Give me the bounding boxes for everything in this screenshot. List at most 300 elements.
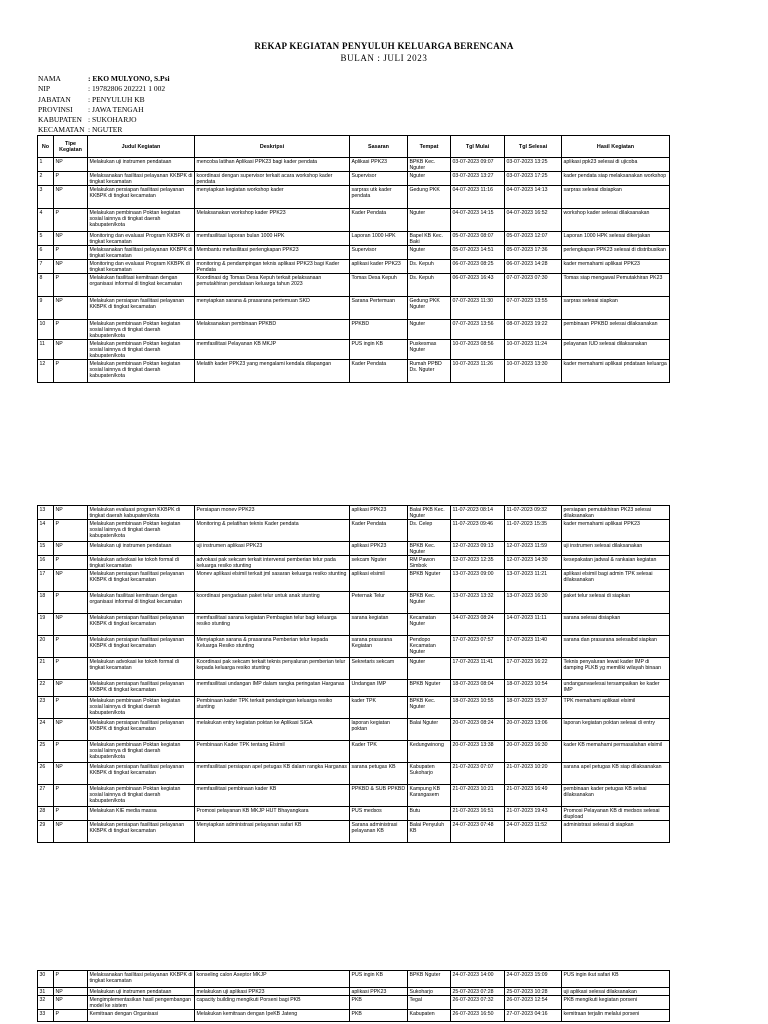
- cell-end: 20-07-2023 16:30: [505, 741, 562, 763]
- cell-description: Persiapan monev PPK23: [195, 506, 350, 520]
- cell-type: NP: [54, 340, 88, 360]
- cell-no: 3: [38, 186, 54, 209]
- cell-description: Pembinaan Kader TPK tentang Elsimil: [195, 741, 350, 763]
- cell-target: PPKBD: [350, 320, 408, 340]
- cell-no: 21: [38, 658, 54, 680]
- cell-start: 24-07-2023 07:48: [451, 821, 505, 843]
- cell-target: Sekretaris sekcam: [350, 658, 408, 680]
- cell-end: 11-07-2023 09:32: [505, 506, 562, 520]
- cell-title: Melakukan pembinaan Poktan kegiatan sosial lainnya di tingkat daerah kabupaten/kota: [88, 785, 195, 807]
- table-row: [38, 297, 670, 320]
- cell-type: P: [54, 209, 88, 232]
- cell-type: NP: [54, 570, 88, 592]
- info-label: KECAMATAN: [38, 125, 85, 135]
- cell-result: PUS ingin ikut safari KB: [562, 971, 670, 988]
- cell-target: Sarana Pertemuan: [350, 297, 408, 320]
- column-header-start: Tgl Mulai: [451, 136, 505, 158]
- cell-description: melakukan entry kegiatan poktan ke Aplikasi SIGA: [195, 719, 350, 741]
- cell-place: Ds. Kepuh: [408, 274, 451, 297]
- column-header-end: Tgl Selesai: [505, 136, 562, 158]
- cell-result: Teknis penyaluran lewat kader IMP di damping PLKB yg memiliki wilayah binaan: [562, 658, 670, 680]
- info-value: : SUKOHARJO: [88, 115, 137, 125]
- cell-place: Nguter: [408, 209, 451, 232]
- cell-title: Melakukan pembinaan Poktan kegiatan sosial lainnya di tingkat daerah kabupaten/kota: [88, 741, 195, 763]
- cell-target: aplikasi kader PPK23: [350, 260, 408, 274]
- info-row: [38, 105, 170, 115]
- cell-place: Rumah PPBD Ds. Nguter: [408, 360, 451, 383]
- activity-table-page-1: [37, 135, 670, 383]
- cell-place: Gedung PKK: [408, 186, 451, 209]
- report-month: BULAN : JULI 2023: [340, 53, 428, 63]
- cell-result: Tomas siap mengawal Pemutakhiran PK23: [562, 274, 670, 297]
- cell-target: sarana petugas KB: [350, 763, 408, 785]
- table-row: [38, 556, 670, 570]
- cell-type: NP: [54, 719, 88, 741]
- cell-place: Balai Penyuluh KB: [408, 821, 451, 843]
- cell-start: 13-07-2023 09:00: [451, 570, 505, 592]
- cell-result: kemitraan terjalin melalui porseni: [562, 1010, 670, 1022]
- cell-description: Promosi pelayanan KB MKJP HUT Bhayangkara: [195, 807, 350, 821]
- cell-place: RM Pawon Simbok: [408, 556, 451, 570]
- cell-start: 20-07-2023 13:38: [451, 741, 505, 763]
- cell-title: Melakukan fasilitasi kemitraan dengan organisasi informal di tingkat kecamatan: [88, 592, 195, 614]
- cell-start: 21-07-2023 16:51: [451, 807, 505, 821]
- cell-start: 21-07-2023 10:21: [451, 785, 505, 807]
- cell-place: Nguter: [408, 658, 451, 680]
- cell-description: Melatih kader PPK23 yang mengalami kendala dilapangan: [195, 360, 350, 383]
- cell-end: 14-07-2023 11:11: [505, 614, 562, 636]
- table-row: [38, 570, 670, 592]
- cell-result: sarana apel petugas KB siap dilaksanakan: [562, 763, 670, 785]
- cell-description: mencoba latihan Aplikasi PPK23 bagi kader pendata: [195, 158, 350, 172]
- cell-start: 26-07-2023 16:50: [451, 1010, 505, 1022]
- cell-title: Mengimplementasikan hasil pengembangan model ke sistem: [88, 996, 195, 1010]
- cell-place: Nguter: [408, 320, 451, 340]
- table-row: [38, 360, 670, 383]
- cell-no: 2: [38, 172, 54, 186]
- cell-type: NP: [54, 158, 88, 172]
- cell-description: uji instrumen aplikasi PPK23: [195, 542, 350, 556]
- cell-target: PPKBD & SUB PPKBD: [350, 785, 408, 807]
- table-row: [38, 697, 670, 719]
- cell-end: 07-07-2023 13:55: [505, 297, 562, 320]
- cell-result: pembinaan PPKBD selesai dilaksanakan: [562, 320, 670, 340]
- cell-description: capacity building mengikuti Porseni bagi PKB: [195, 996, 350, 1010]
- cell-result: workshop kader selesai dilaksanakan: [562, 209, 670, 232]
- cell-type: P: [54, 636, 88, 658]
- cell-start: 21-07-2023 07:07: [451, 763, 505, 785]
- cell-place: Bapel KB Kec. Baki: [408, 232, 451, 246]
- cell-end: 11-07-2023 15:35: [505, 520, 562, 542]
- cell-end: 21-07-2023 16:49: [505, 785, 562, 807]
- cell-result: sarana dan prasarana selesaibd siapkan: [562, 636, 670, 658]
- cell-title: Melakukan KIE media massa: [88, 807, 195, 821]
- table-row: [38, 506, 670, 520]
- cell-title: Melakukan advokasi ke tokoh formal di tingkat kecamatan: [88, 556, 195, 570]
- table-row: [38, 636, 670, 658]
- cell-result: aplikasi ppk23 selesai di ujicoba: [562, 158, 670, 172]
- cell-end: 10-07-2023 11:24: [505, 340, 562, 360]
- cell-type: NP: [54, 186, 88, 209]
- table-row: [38, 320, 670, 340]
- cell-description: menyiapkan sarana & prasarana pertemuan SKD: [195, 297, 350, 320]
- cell-result: perlengkapan PPK23 selesai di distribusikan: [562, 246, 670, 260]
- cell-end: 26-07-2023 12:54: [505, 996, 562, 1010]
- cell-start: 03-07-2023 09:07: [451, 158, 505, 172]
- cell-no: 23: [38, 697, 54, 719]
- cell-no: 5: [38, 232, 54, 246]
- cell-title: Kemitraan dengan Organisasi: [88, 1010, 195, 1022]
- cell-end: 10-07-2023 13:30: [505, 360, 562, 383]
- activity-table-page-2: [37, 505, 670, 843]
- cell-title: Monitoring dan evaluasi Program KKBPK di tingkat kecamatan: [88, 232, 195, 246]
- cell-target: laporan kegiatan poktan: [350, 719, 408, 741]
- cell-place: Kabupaten Sukoharjo: [408, 763, 451, 785]
- cell-description: menyiapkan kegiatan workshop kader: [195, 186, 350, 209]
- cell-description: Koordinasi pak sekcam terkait teknis penyaluran pemberian telur kepada keluarga resiko stunting: [195, 658, 350, 680]
- table-row: [38, 246, 670, 260]
- cell-description: Menyiapkan administrasi pelayanan safari KB: [195, 821, 350, 843]
- cell-title: Melakukan pembinaan Poktan kegiatan sosial lainnya di tingkat daerah kabupaten/kota: [88, 697, 195, 719]
- cell-target: sarpras utk kader pendata: [350, 186, 408, 209]
- cell-place: Butu: [408, 807, 451, 821]
- column-header-no: No: [38, 136, 54, 158]
- cell-no: 6: [38, 246, 54, 260]
- cell-end: 18-07-2023 10:54: [505, 680, 562, 697]
- cell-target: sekcam Nguter: [350, 556, 408, 570]
- table-row: [38, 821, 670, 843]
- cell-title: Melakukan persiapan fasilitasi pelayanan KKBPK di tingkat kecamatan: [88, 821, 195, 843]
- cell-target: aplikasi PPK23: [350, 506, 408, 520]
- cell-description: advokasi pak sekcam terkait intervensi pemberian telur pada keluarga resiko stunting: [195, 556, 350, 570]
- cell-start: 10-07-2023 08:56: [451, 340, 505, 360]
- cell-title: Melaksanakan fasilitasi pelayanan KKBPK di tingkat kecamatan: [88, 172, 195, 186]
- cell-start: 12-07-2023 09:13: [451, 542, 505, 556]
- cell-description: koordinasi dengan supervisor terkait acara workshop kader pendata: [195, 172, 350, 186]
- cell-end: 17-07-2023 11:40: [505, 636, 562, 658]
- cell-title: Melakukan persiapan fasilitasi pelayanan KKBPK di tingkat kecamatan: [88, 636, 195, 658]
- cell-type: P: [54, 360, 88, 383]
- cell-description: memfasilitasi Pelayanan KB MKJP: [195, 340, 350, 360]
- table-row: [38, 763, 670, 785]
- cell-end: 04-07-2023 16:52: [505, 209, 562, 232]
- cell-result: uji aplikasi selesai dilaksanakan: [562, 988, 670, 996]
- cell-type: NP: [54, 680, 88, 697]
- cell-no: 1: [38, 158, 54, 172]
- cell-place: BPKB Nguter: [408, 971, 451, 988]
- cell-end: 12-07-2023 14:30: [505, 556, 562, 570]
- table-row: [38, 971, 670, 988]
- cell-no: 4: [38, 209, 54, 232]
- cell-start: 17-07-2023 07:57: [451, 636, 505, 658]
- cell-start: 04-07-2023 14:15: [451, 209, 505, 232]
- cell-target: Supervisor: [350, 172, 408, 186]
- cell-type: NP: [54, 988, 88, 996]
- cell-target: aplikasi elsimil: [350, 570, 408, 592]
- cell-no: 12: [38, 360, 54, 383]
- cell-target: PUS medsos: [350, 807, 408, 821]
- cell-description: Monev aplikasi elsimil terkait jml sasaran keluarga resiko stunting: [195, 570, 350, 592]
- cell-description: Pembinaan kader TPK terkait pendapingan keluarga resiko stunting: [195, 697, 350, 719]
- cell-description: memfasilitasi sarana kegiatan Pembagian telur bagi keluarga resiko stunting: [195, 614, 350, 636]
- cell-start: 07-07-2023 11:30: [451, 297, 505, 320]
- cell-type: P: [54, 785, 88, 807]
- cell-title: Melakukan pembinaan Poktan kegiatan sosial lainnya di tingkat daerah kabupaten/kota: [88, 209, 195, 232]
- cell-description: Melaksanakan pembinaan PPKBD: [195, 320, 350, 340]
- cell-result: undanganvaelesai tersampaikan ke kader IMP: [562, 680, 670, 697]
- cell-no: 28: [38, 807, 54, 821]
- cell-type: NP: [54, 763, 88, 785]
- cell-no: 16: [38, 556, 54, 570]
- cell-start: 18-07-2023 08:04: [451, 680, 505, 697]
- cell-no: 20: [38, 636, 54, 658]
- cell-type: P: [54, 246, 88, 260]
- table-row: [38, 542, 670, 556]
- cell-target: sarana kegiatan: [350, 614, 408, 636]
- table-row: [38, 614, 670, 636]
- cell-result: sarpras selesai siapkan: [562, 297, 670, 320]
- cell-start: 25-07-2023 07:28: [451, 988, 505, 996]
- cell-type: P: [54, 697, 88, 719]
- table-row: [38, 719, 670, 741]
- column-header-place: Tempat: [408, 136, 451, 158]
- cell-result: persiapan pemutakhiran PK23 selesai dilaksanakan: [562, 506, 670, 520]
- cell-type: NP: [54, 542, 88, 556]
- cell-target: PUS ingin KB: [350, 971, 408, 988]
- table-row: [38, 680, 670, 697]
- cell-place: BPKB Kec. Nguter: [408, 158, 451, 172]
- cell-no: 17: [38, 570, 54, 592]
- cell-title: Melakukan uji instrumen pendataan: [88, 542, 195, 556]
- table-row: [38, 172, 670, 186]
- cell-place: Kedungwinong: [408, 741, 451, 763]
- info-label: KABUPATEN: [38, 115, 82, 125]
- cell-start: 26-07-2023 07:32: [451, 996, 505, 1010]
- cell-place: Ds. Kepuh: [408, 260, 451, 274]
- cell-description: Monitoring & pelatihan teknis Kader pendata: [195, 520, 350, 542]
- cell-start: 13-07-2023 13:32: [451, 592, 505, 614]
- cell-target: Laporan 1000 HPK: [350, 232, 408, 246]
- table-row: [38, 520, 670, 542]
- cell-title: Melakukan uji instrumen pendataan: [88, 988, 195, 996]
- cell-no: 13: [38, 506, 54, 520]
- cell-description: memfasilitasi laporan bulan 1000 HPK: [195, 232, 350, 246]
- cell-type: P: [54, 1010, 88, 1022]
- cell-description: monitoring & pendampingan teknis aplikasi PPK23 bagi Kader Pendata: [195, 260, 350, 274]
- cell-place: Kecamatan Nguter: [408, 614, 451, 636]
- cell-end: 20-07-2023 13:06: [505, 719, 562, 741]
- cell-target: Kader Pendata: [350, 209, 408, 232]
- cell-target: sarana prasarana Kegiatan: [350, 636, 408, 658]
- cell-target: PUS ingin KB: [350, 340, 408, 360]
- cell-end: 08-07-2023 19:22: [505, 320, 562, 340]
- table-row: [38, 996, 670, 1010]
- table-row: [38, 158, 670, 172]
- table-row: [38, 785, 670, 807]
- cell-start: 14-07-2023 08:24: [451, 614, 505, 636]
- activity-table-page-3: [37, 970, 670, 1022]
- cell-result: uji instrumen selesai dilaksanakan: [562, 542, 670, 556]
- cell-place: Sukoharjo: [408, 988, 451, 996]
- table-row: [38, 274, 670, 297]
- cell-end: 25-07-2023 10:28: [505, 988, 562, 996]
- cell-start: 24-07-2023 14:00: [451, 971, 505, 988]
- cell-type: NP: [54, 232, 88, 246]
- cell-target: Kader Pendata: [350, 520, 408, 542]
- info-row: [38, 115, 170, 125]
- cell-no: 19: [38, 614, 54, 636]
- info-row: [38, 95, 170, 105]
- cell-place: BPKB Nguter: [408, 570, 451, 592]
- cell-type: P: [54, 592, 88, 614]
- cell-title: Melakukan advokasi ke tokoh formal di tingkat kecamatan: [88, 658, 195, 680]
- cell-end: 04-07-2023 14:13: [505, 186, 562, 209]
- cell-place: Kabupaten: [408, 1010, 451, 1022]
- cell-no: 10: [38, 320, 54, 340]
- cell-no: 26: [38, 763, 54, 785]
- cell-target: Tomas Desa Kepuh: [350, 274, 408, 297]
- cell-result: kader memahami aplikasi pndataan keluarga: [562, 360, 670, 383]
- cell-title: Melakukan persiapan fasilitasi pelayanan KKBPK di tingkat kecamatan: [88, 680, 195, 697]
- cell-title: Melakukan persiapan fasilitasi pelayanan KKBPK di tingkat kecamatan: [88, 719, 195, 741]
- cell-title: Melakukan pembinaan Poktan kegiatan sosial lainnya di tingkat daerah kabupaten/kota: [88, 320, 195, 340]
- cell-title: Melakukan pembinaan Poktan kegiatan sosial lainnya di tingkat daerah kabupaten/kota: [88, 520, 195, 542]
- cell-target: Kader Pendata: [350, 360, 408, 383]
- cell-start: 06-07-2023 16:43: [451, 274, 505, 297]
- table-row: [38, 807, 670, 821]
- cell-result: pelayanan IUD selesai dilaksanakan: [562, 340, 670, 360]
- cell-start: 05-07-2023 14:51: [451, 246, 505, 260]
- cell-target: Aplikasi PPK23: [350, 158, 408, 172]
- cell-no: 32: [38, 996, 54, 1010]
- cell-description: Membantu mefasilitasi perlengkapan PPK23: [195, 246, 350, 260]
- cell-target: Supervisor: [350, 246, 408, 260]
- cell-end: 03-07-2023 17:25: [505, 172, 562, 186]
- table-row: [38, 658, 670, 680]
- table-row: [38, 340, 670, 360]
- cell-no: 14: [38, 520, 54, 542]
- info-label: NIP: [38, 84, 51, 94]
- cell-type: NP: [54, 260, 88, 274]
- cell-end: 13-07-2023 11:21: [505, 570, 562, 592]
- officer-info: [38, 74, 170, 136]
- cell-start: 04-07-2023 11:16: [451, 186, 505, 209]
- info-value: : NGUTER: [88, 125, 123, 135]
- cell-type: P: [54, 172, 88, 186]
- table-row: [38, 741, 670, 763]
- table-row: [38, 592, 670, 614]
- cell-start: 12-07-2023 12:35: [451, 556, 505, 570]
- cell-title: Melakukan persiapan fasilitasi pelayanan KKBPK di tingkat kecamatan: [88, 570, 195, 592]
- cell-type: P: [54, 658, 88, 680]
- cell-result: administrasi selesai di siapkan: [562, 821, 670, 843]
- cell-description: Melakukan kemitraan dengan IpeKB Jateng: [195, 1010, 350, 1022]
- info-row: [38, 84, 170, 94]
- column-header-type: Tipe Kegiatan: [54, 136, 88, 158]
- table-row: [38, 209, 670, 232]
- cell-result: kader memahami aplikasi PPK23: [562, 260, 670, 274]
- column-header-target: Sasaran: [350, 136, 408, 158]
- cell-target: Undangan IMP: [350, 680, 408, 697]
- cell-no: 8: [38, 274, 54, 297]
- info-value: : 19782806 202221 1 002: [88, 84, 166, 94]
- cell-start: 10-07-2023 11:26: [451, 360, 505, 383]
- cell-end: 12-07-2023 11:59: [505, 542, 562, 556]
- cell-end: 05-07-2023 17:36: [505, 246, 562, 260]
- info-label: PROVINSI: [38, 104, 73, 114]
- cell-result: sarpras selesai disiapkan: [562, 186, 670, 209]
- cell-title: Melakukan persiapan fasilitasi pelayanan KKBPK di tingkat kecamatan: [88, 763, 195, 785]
- cell-target: PKB: [350, 1010, 408, 1022]
- cell-start: 11-07-2023 08:14: [451, 506, 505, 520]
- cell-target: PKB: [350, 996, 408, 1010]
- cell-result: pembinaan kader petugas KB selsai dilaksanakan: [562, 785, 670, 807]
- cell-target: aplikasi PPK23: [350, 988, 408, 996]
- cell-end: 03-07-2023 13:25: [505, 158, 562, 172]
- cell-start: 03-07-2023 13:27: [451, 172, 505, 186]
- cell-type: P: [54, 274, 88, 297]
- cell-type: NP: [54, 996, 88, 1010]
- cell-result: sarana selesai disiapkan: [562, 614, 670, 636]
- table-row: [38, 1010, 670, 1022]
- cell-description: koordinasi pengadaan paket telur untuk anak stunting: [195, 592, 350, 614]
- cell-start: 20-07-2023 08:24: [451, 719, 505, 741]
- cell-end: 06-07-2023 14:28: [505, 260, 562, 274]
- cell-title: Monitoring dan evaluasi Program KKBPK di tingkat kecamatan: [88, 260, 195, 274]
- cell-target: aplikasi PPK23: [350, 542, 408, 556]
- cell-no: 11: [38, 340, 54, 360]
- cell-type: P: [54, 741, 88, 763]
- cell-place: Kampung KB Karangasem: [408, 785, 451, 807]
- column-header-description: Deskripsi: [195, 136, 350, 158]
- cell-start: 05-07-2023 08:07: [451, 232, 505, 246]
- cell-result: laporan kegiatan poktan selesai di entry: [562, 719, 670, 741]
- cell-no: 9: [38, 297, 54, 320]
- cell-description: melakukan uji aplikasi PPK23: [195, 988, 350, 996]
- cell-title: Melaksanakan fasilitasi pelayanan KKBPK di tingkat kecamatan: [88, 971, 195, 988]
- cell-no: 22: [38, 680, 54, 697]
- cell-type: P: [54, 971, 88, 988]
- cell-title: Melakukan fasilitasi kemitraan dengan organisasi informal di tingkat kecamatan: [88, 274, 195, 297]
- cell-description: memfasilitasi persiapan apel petugas KB dalam rangka Harganas: [195, 763, 350, 785]
- cell-target: Kader TPK: [350, 741, 408, 763]
- cell-result: kader memahami aplikasi PPK23: [562, 520, 670, 542]
- cell-result: aplikasi elsimil bagi admin TPK selesai dilaksanakan: [562, 570, 670, 592]
- cell-place: Ds. Celep: [408, 520, 451, 542]
- table-header-row: [38, 136, 670, 158]
- cell-end: 21-07-2023 19:43: [505, 807, 562, 821]
- cell-start: 11-07-2023 09:46: [451, 520, 505, 542]
- cell-type: NP: [54, 614, 88, 636]
- cell-result: Promosi Pelayanan KB di medsos selesai diupload: [562, 807, 670, 821]
- cell-end: 24-07-2023 15:09: [505, 971, 562, 988]
- cell-no: 33: [38, 1010, 54, 1022]
- cell-place: BPKB Nguter: [408, 680, 451, 697]
- column-header-result: Hasil Kegiatan: [562, 136, 670, 158]
- info-label: NAMA: [38, 74, 61, 83]
- cell-end: 18-07-2023 15:37: [505, 697, 562, 719]
- cell-start: 07-07-2023 13:56: [451, 320, 505, 340]
- cell-no: 18: [38, 592, 54, 614]
- cell-title: Melakukan uji instrumen pendataan: [88, 158, 195, 172]
- table-row: [38, 232, 670, 246]
- report-title: REKAP KEGIATAN PENYULUH KELUARGA BERENCANA: [254, 41, 514, 51]
- cell-place: Nguter: [408, 172, 451, 186]
- cell-end: 27-07-2023 04:16: [505, 1010, 562, 1022]
- cell-place: Balai PKB Kec. Nguter: [408, 506, 451, 520]
- cell-no: 24: [38, 719, 54, 741]
- cell-no: 29: [38, 821, 54, 843]
